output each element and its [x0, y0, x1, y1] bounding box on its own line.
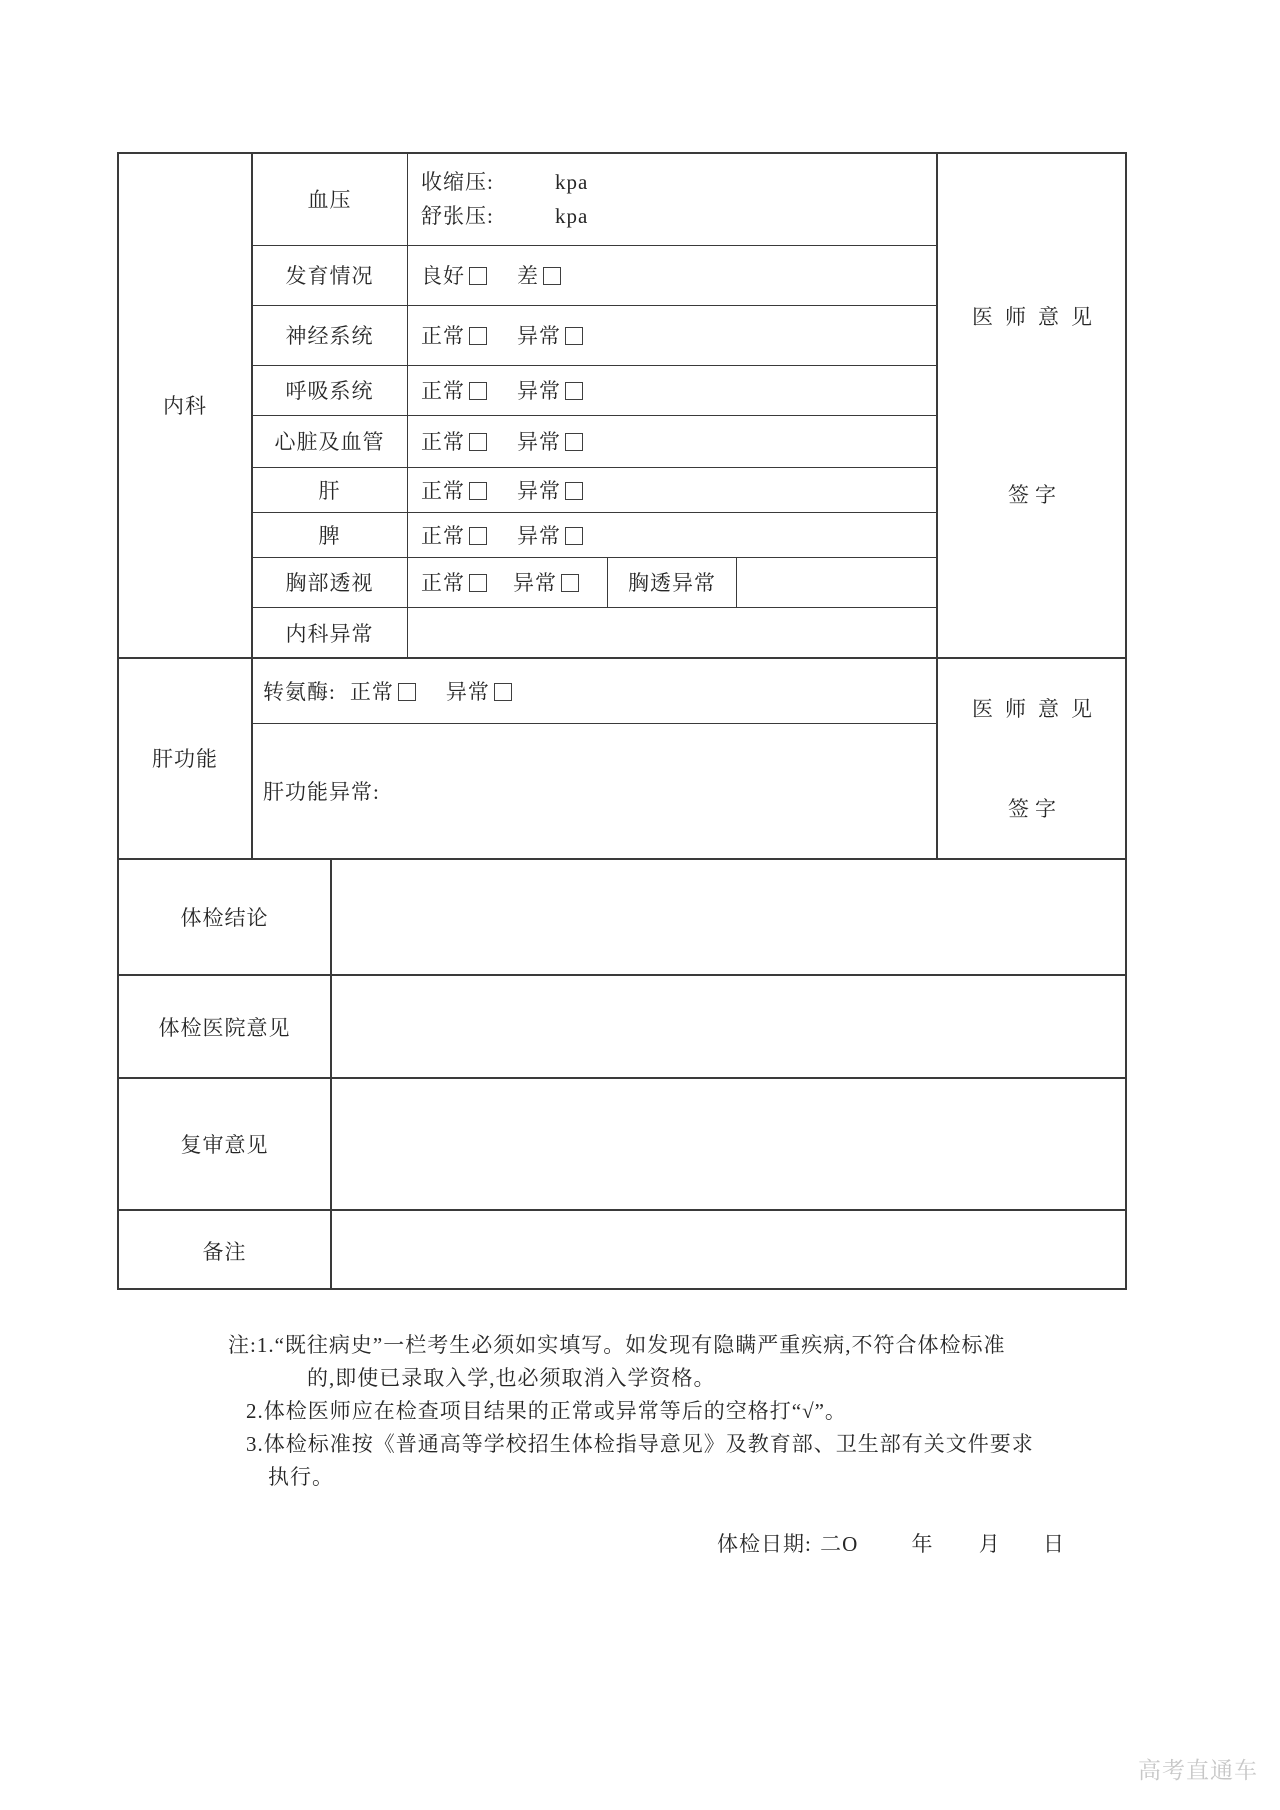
heart-normal-checkbox[interactable] — [469, 433, 487, 451]
remarks-value-field[interactable] — [332, 1211, 1127, 1290]
exam-date-day-label: 日 — [1043, 1532, 1066, 1556]
respiratory-abnormal-checkbox[interactable] — [565, 382, 583, 400]
respiratory-options-cell — [408, 365, 936, 415]
systolic-unit: kpa — [555, 170, 589, 194]
liver-abnormal-row[interactable] — [252, 723, 936, 858]
watermark-text: 高考直通车 — [1138, 1757, 1258, 1783]
hospital-opinion-value-field[interactable] — [332, 976, 1127, 1077]
option-label: 正常 — [421, 379, 465, 403]
transaminase-abnormal-checkbox[interactable] — [494, 683, 512, 701]
chest-option-normal — [421, 567, 487, 597]
row-label-spleen: 脾 — [318, 523, 341, 548]
doctor-opinion-label: 医师意见 — [972, 697, 1104, 721]
option-label: 异常 — [517, 430, 561, 454]
section-label-internal-medicine: 内科 — [163, 394, 207, 418]
heart-options-cell — [408, 415, 936, 467]
nervous-option-abnormal — [517, 320, 583, 350]
spleen-option-abnormal — [517, 520, 583, 550]
nervous-option-normal — [421, 320, 487, 350]
exam-date-prefix: 二O — [820, 1532, 859, 1556]
liver-normal-checkbox[interactable] — [469, 482, 487, 500]
option-label: 正常 — [421, 324, 465, 348]
liver-option-abnormal — [517, 475, 583, 505]
diastolic-unit: kpa — [555, 204, 589, 228]
option-label: 异常 — [517, 324, 561, 348]
row-label-liver: 肝 — [318, 478, 341, 503]
note-line-3: 2.体检医师应在检查项目结果的正常或异常等后的空格打“√”。 — [246, 1399, 847, 1423]
row-label-nervous-system: 神经系统 — [285, 324, 374, 348]
systolic-label: 收缩压: — [421, 170, 494, 194]
option-label: 正常 — [421, 430, 465, 454]
development-option-poor — [517, 260, 561, 290]
row-label-heart-vessels: 心脏及血管 — [274, 430, 385, 454]
transaminase-normal-checkbox[interactable] — [398, 683, 416, 701]
heart-option-abnormal — [517, 426, 583, 456]
spleen-normal-checkbox[interactable] — [469, 527, 487, 545]
conclusion-label: 体检结论 — [180, 906, 269, 930]
liver-abnormal-label: 肝功能异常: — [263, 779, 380, 804]
doctor-opinion-label: 医师意见 — [972, 305, 1104, 329]
option-label: 正常 — [421, 523, 465, 548]
option-label: 异常 — [513, 571, 557, 595]
note-line-4: 3.体检标准按《普通高等学校招生体检指导意见》及教育部、卫生部有关文件要求 — [246, 1432, 1034, 1456]
chest-options-cell — [408, 557, 607, 607]
note-line-5: 执行。 — [268, 1465, 334, 1489]
respiratory-normal-checkbox[interactable] — [469, 382, 487, 400]
development-option-good — [421, 260, 487, 290]
liver-abnormal-checkbox[interactable] — [565, 482, 583, 500]
transaminase-option-normal — [350, 676, 416, 706]
nervous-abnormal-checkbox[interactable] — [565, 327, 583, 345]
exam-date-label: 体检日期: — [717, 1532, 812, 1556]
exam-date-month-label: 月 — [978, 1532, 1001, 1556]
liver-options-cell — [408, 467, 936, 512]
exam-date-year-label: 年 — [911, 1532, 934, 1556]
internal-abnormal-value-field[interactable] — [408, 607, 936, 658]
option-label: 异常 — [517, 478, 561, 503]
liver-option-normal — [421, 475, 487, 505]
signature-label: 签字 — [1008, 797, 1062, 821]
systolic-value-field[interactable] — [521, 167, 555, 189]
row-label-respiratory-system: 呼吸系统 — [285, 379, 374, 403]
hospital-opinion-label: 体检医院意见 — [158, 1015, 291, 1040]
liver-doctor-opinion-cell — [937, 658, 1127, 858]
spleen-options-cell — [408, 512, 936, 557]
row-label-chest-xray: 胸部透视 — [285, 571, 374, 595]
option-label: 良好 — [421, 264, 465, 288]
nervous-normal-checkbox[interactable] — [469, 327, 487, 345]
conclusion-value-field[interactable] — [332, 860, 1127, 974]
nervous-options-cell — [408, 305, 936, 365]
section-label-liver-function: 肝功能 — [152, 747, 218, 771]
row-label-development: 发育情况 — [285, 264, 374, 288]
row-label-blood-pressure: 血压 — [307, 188, 352, 212]
transaminase-row — [252, 658, 936, 723]
option-label: 异常 — [517, 523, 561, 548]
chest-abnormal-label: 胸透异常 — [628, 571, 716, 595]
review-opinion-value-field[interactable] — [332, 1079, 1127, 1209]
systolic-line — [421, 165, 936, 199]
blood-pressure-cell — [408, 153, 936, 245]
respiratory-option-abnormal — [517, 375, 583, 405]
option-label: 异常 — [517, 379, 561, 403]
respiratory-option-normal — [421, 375, 487, 405]
chest-abnormal-checkbox[interactable] — [561, 574, 579, 592]
diastolic-value-field[interactable] — [521, 201, 555, 223]
review-opinion-label: 复审意见 — [180, 1133, 269, 1157]
note-line-1: 注:1.“既往病史”一栏考生必须如实填写。如发现有隐瞒严重疾病,不符合体检标准 — [228, 1333, 1006, 1357]
development-good-checkbox[interactable] — [469, 267, 487, 285]
signature-label: 签字 — [1008, 483, 1062, 507]
diastolic-line — [421, 199, 936, 233]
diastolic-label: 舒张压: — [421, 204, 494, 228]
option-label: 正常 — [421, 571, 465, 595]
remarks-label: 备注 — [202, 1239, 247, 1264]
spleen-option-normal — [421, 520, 487, 550]
development-options-cell — [408, 245, 936, 305]
transaminase-label: 转氨酶: — [263, 679, 336, 704]
chest-option-abnormal — [513, 567, 579, 597]
chest-normal-checkbox[interactable] — [469, 574, 487, 592]
development-poor-checkbox[interactable] — [543, 267, 561, 285]
spleen-abnormal-checkbox[interactable] — [565, 527, 583, 545]
heart-option-normal — [421, 426, 487, 456]
option-label: 差 — [517, 264, 539, 288]
option-label: 异常 — [445, 679, 490, 704]
row-label-internal-abnormal: 内科异常 — [285, 621, 374, 646]
chest-abnormal-value-field[interactable] — [737, 557, 936, 607]
heart-abnormal-checkbox[interactable] — [565, 433, 583, 451]
note-line-2: 的,即使已录取入学,也必须取消入学资格。 — [307, 1366, 716, 1390]
exam-date-line — [717, 1528, 1065, 1558]
option-label: 正常 — [349, 679, 394, 704]
internal-doctor-opinion-cell — [937, 153, 1127, 657]
option-label: 正常 — [421, 478, 465, 503]
transaminase-option-abnormal — [446, 676, 512, 706]
